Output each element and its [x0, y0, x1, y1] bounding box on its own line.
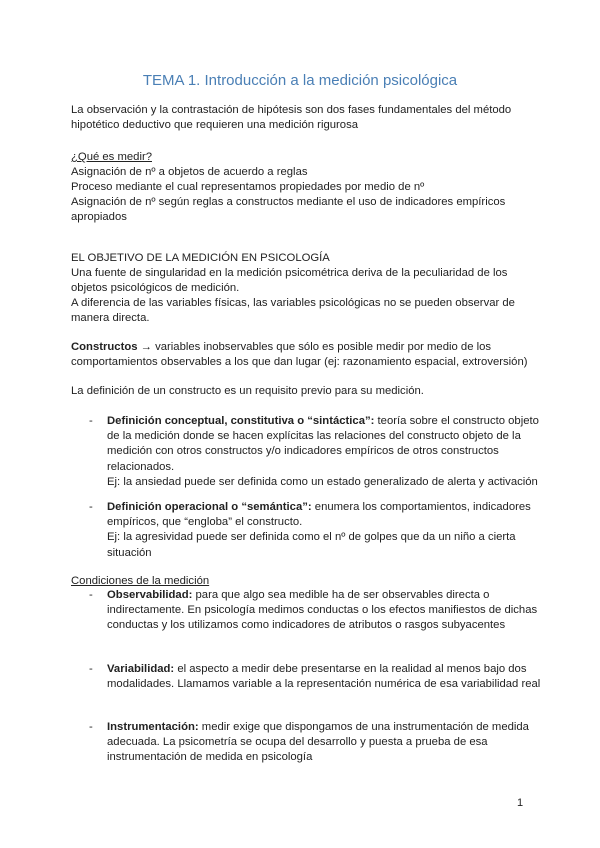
- list-dash: -: [89, 663, 93, 675]
- page-number: 1: [517, 797, 524, 809]
- objective-paragraph-2: A diferencia de las variables físicas, las variables psicológicas no se pueden observar de manera directa.: [71, 297, 515, 325]
- intro-paragraph: La observación y la contrastación de hipótesis son dos fases fundamentales del método hipotético deductivo que requieren una medición rigurosa: [71, 104, 512, 132]
- definition-text: enumera los comportamientos, indicadores empíricos, que “engloba” el constructo.: [107, 501, 531, 529]
- constructs-paragraph: [71, 340, 541, 370]
- what-heading: ¿Qué es medir?: [71, 151, 152, 163]
- definition-example: Ej: la agresividad puede ser definida como el nº de golpes que da un niño a cierta situación: [107, 531, 516, 559]
- condition-content: [107, 588, 541, 634]
- condition-term: Variabilidad:: [107, 663, 175, 675]
- definition-line: La definición de un constructo es un requisito previo para su medición.: [71, 385, 424, 397]
- condition-text: el aspecto a medir debe presentarse en la realidad al menos bajo dos modalidades. Llamamos variable a la representación numérica de esa variabilidad real: [107, 663, 541, 691]
- definition-content: [107, 500, 541, 561]
- definition-example: Ej: la ansiedad puede ser definida como un estado generalizado de alerta y activación: [107, 475, 538, 488]
- list-dash: -: [89, 589, 93, 601]
- page-title: TEMA 1. Introducción a la medición psicológica: [142, 72, 458, 89]
- constructs-text: → variables inobservables que sólo es posible medir por medio de los comportamientos observables a los que dan lugar (ej: razonamiento espacial, extroversión): [71, 341, 528, 369]
- condition-term: Instrumentación:: [107, 721, 199, 733]
- condition-content: [107, 720, 541, 766]
- definition-term: Definición conceptual, constitutiva o “sintáctica”:: [107, 415, 375, 427]
- what-line: Asignación de nº a objetos de acuerdo a reglas: [71, 166, 308, 178]
- what-line: Proceso mediante el cual representamos propiedades por medio de nº: [71, 181, 425, 193]
- definition-text: teoría sobre el constructo objeto de la medición donde se hacen explícitas las relaciones del constructo objeto de la medición con otros constructos y/o indicadores empíricos de otros constructos relacionados.: [107, 415, 539, 473]
- objective-heading: EL OBJETIVO DE LA MEDICIÓN EN PSICOLOGÍA: [71, 252, 330, 264]
- condition-term: Observabilidad:: [107, 589, 193, 601]
- condition-text: medir exige que dispongamos de una instrumentación de medida adecuada. La psicometría se ocupa del desarrollo y puesta a prueba de esa instrumentación de medida en psicología: [107, 721, 529, 764]
- condition-content: [107, 662, 541, 692]
- list-dash: -: [89, 721, 93, 733]
- objective-paragraph-1: Una fuente de singularidad en la medición psicométrica deriva de la peculiaridad de los objetos psicológicos de medición.: [71, 267, 508, 295]
- constructs-term: Constructos: [71, 341, 138, 353]
- definition-term: Definición operacional o “semántica”:: [107, 501, 312, 513]
- list-dash: -: [89, 501, 93, 513]
- definition-content: [107, 414, 541, 490]
- conditions-heading: Condiciones de la medición: [71, 575, 210, 587]
- what-line: Asignación de nº según reglas a constructos mediante el uso de indicadores empíricos apropiados: [71, 196, 506, 224]
- list-dash: -: [89, 415, 93, 427]
- condition-text: para que algo sea medible ha de ser observables directa o indirectamente. En psicología medimos conductas o los efectos manifiestos de dichas conductas y los utilizamos como indicadores de atributos o rasgos subyacentes: [107, 589, 538, 632]
